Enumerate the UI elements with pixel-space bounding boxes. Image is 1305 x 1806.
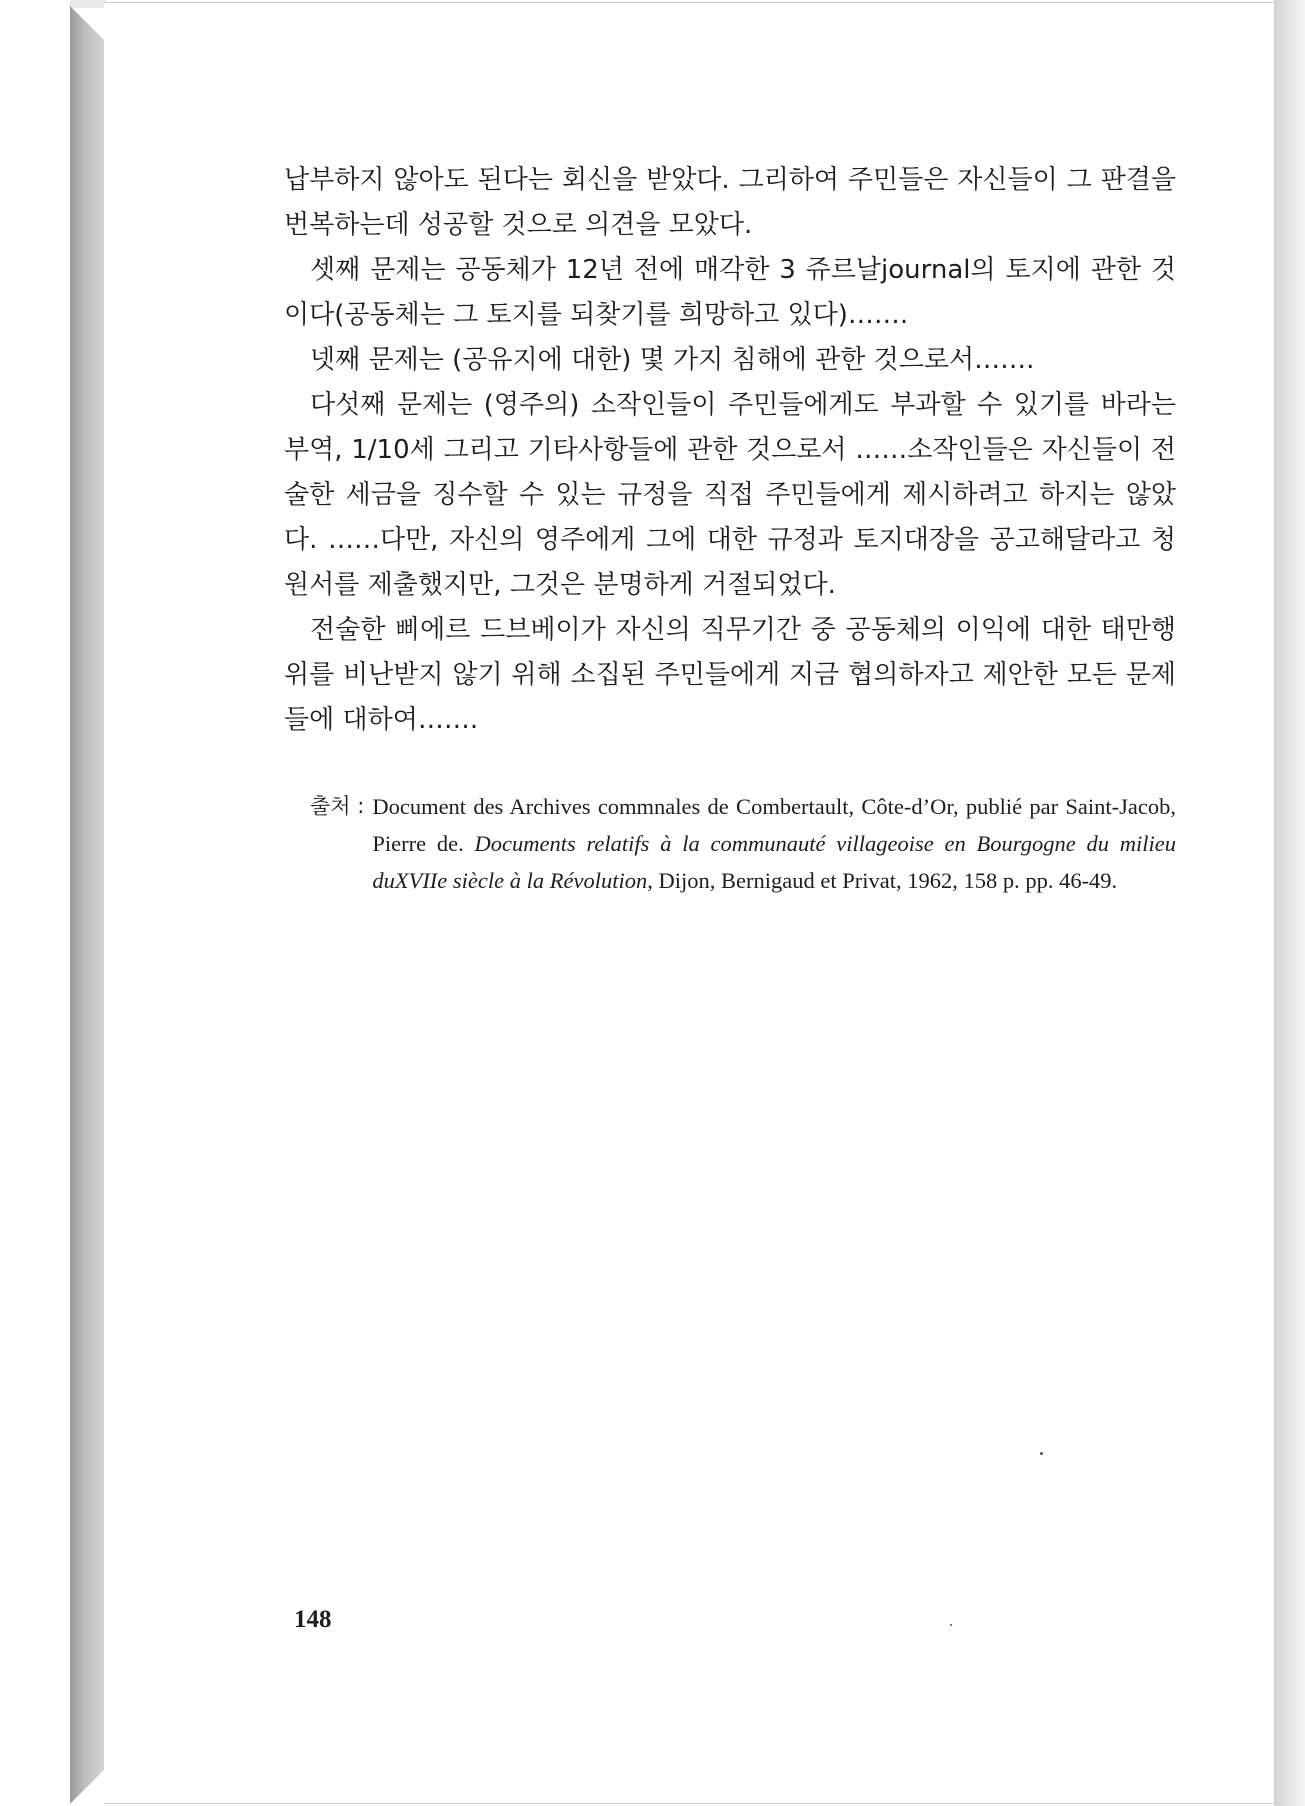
source-label: 출처 :: [310, 794, 365, 818]
body-text: [284, 158, 1176, 743]
source-title: Documents relatifs à la communauté villageoise en Bourgogne du milieu duXVIIe siècle à la Révolution: [372, 831, 1176, 893]
paragraph-closing: 전술한 삐에르 드브베이가 자신의 직무기간 중 공동체의 이익에 대한 태만행위를 비난받지 않기 위해 소집된 주민들에게 지금 협의하자고 제안한 모든 문제들에 대하여…….: [284, 615, 1176, 735]
paragraph-third-issue: 셋째 문제는 공동체가 12년 전에 매각한 3 쥬르날journal의 토지에 관한 것이다(공동체는 그 토지를 되찾기를 희망하고 있다)…….: [284, 255, 1176, 330]
source-text-end: , Dijon, Bernigaud et Privat, 1962, 158 p. pp. 46-49.: [647, 868, 1118, 893]
page-number: 148: [294, 1606, 332, 1633]
paragraph-continuation: 납부하지 않아도 된다는 회신을 받았다. 그리하여 주민들은 자신들이 그 판결을 번복하는데 성공할 것으로 의견을 모았다.: [284, 165, 1176, 240]
source-body: [372, 788, 1176, 899]
page-right-edge: [1274, 0, 1305, 1806]
page-corner-shade: [70, 0, 106, 8]
source-citation: [310, 788, 1176, 899]
book-spine-edge: [70, 6, 106, 1804]
source-text-start: Document des Archives commnales de Combertault, Côte-d’Or, publié par Saint-Jacob, Pierre de.: [372, 794, 1176, 856]
scan-speck: [950, 1624, 952, 1626]
paragraph-fifth-issue: 다섯째 문제는 (영주의) 소작인들이 주민들에게도 부과할 수 있기를 바라는 부역, 1/10세 그리고 기타사항들에 관한 것으로서 ……소작인들은 자신들이 전술한 세금을 징수할 수 있는 규정을 직접 주민들에게 제시하려고 하지는 않았다. ……다만, 자신의 영주에게 그에 대한 규정과 토지대장을 공고해달라고 청원서를 제출했지만, 그것은 분명하게 거절되었다.: [284, 390, 1176, 600]
paragraph-fourth-issue: 넷째 문제는 (공유지에 대한) 몇 가지 침해에 관한 것으로서…….: [310, 345, 1035, 375]
scan-speck: [1040, 1452, 1043, 1455]
